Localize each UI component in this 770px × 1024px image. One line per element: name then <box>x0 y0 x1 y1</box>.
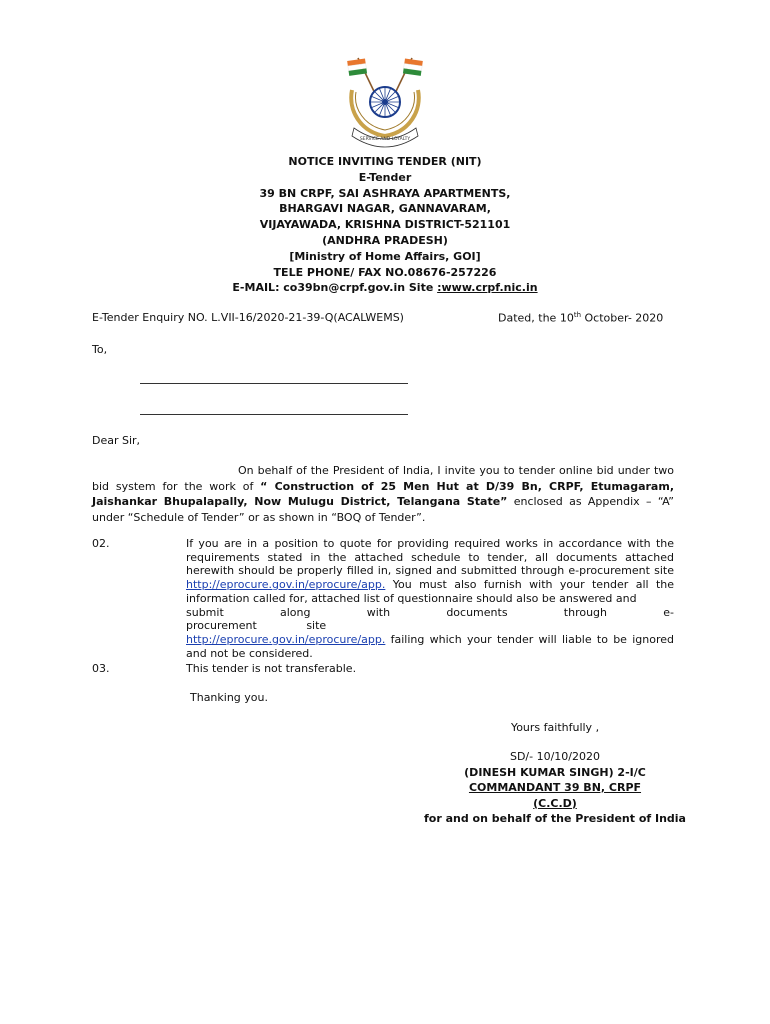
signatory-name: (DINESH KUMAR SINGH) 2-I/C <box>464 765 646 779</box>
tender-header <box>0 154 770 296</box>
eprocure-link[interactable]: http://eprocure.gov.in/eprocure/app. <box>186 632 386 646</box>
signatory-unit: (C.C.D) <box>533 796 577 810</box>
signature-block <box>420 749 690 827</box>
to-label: To, <box>92 343 108 356</box>
enquiry-number: E-Tender Enquiry NO. L.VII-16/2020-21-39-Q(ACALWEMS) <box>92 311 404 324</box>
signature-date: SD/- 10/10/2020 <box>509 750 601 763</box>
header-address-1: 39 BN CRPF, SAI ASHRAYA APARTMENTS, <box>259 186 511 200</box>
header-site-link[interactable]: :www.crpf.nic.in <box>437 281 538 295</box>
salutation: Dear Sir, <box>92 434 141 447</box>
address-blank-line <box>140 414 408 415</box>
header-ministry: [Ministry of Home Affairs, GOI] <box>289 249 481 263</box>
crpf-emblem-icon <box>338 50 432 150</box>
header-state: (ANDHRA PRADESH) <box>322 233 448 247</box>
instructions-paragraph: If you are in a position to quote for providing required works in accordance with the requirements stated in the attached schedule to tender, all documents attached herewith should be properly filled in, signed and submitted through e-procurement site http://eprocure.gov.in/eprocure/app. You must also furnish with your tender all the information called for, attached list of questionnaire should also be answered and submit along with documents through e-procurement site http://eprocure.gov.in/eprocure/app. failing which your tender will liable to be ignored and not be considered. <box>186 537 674 660</box>
eprocure-link[interactable]: http://eprocure.gov.in/eprocure/app. <box>186 578 386 592</box>
signatory-designation: COMMANDANT 39 BN, CRPF <box>468 781 642 794</box>
header-contact <box>0 280 770 296</box>
closing-line: Yours faithfully , <box>510 721 600 734</box>
header-phone: TELE PHONE/ FAX NO.08676-257226 <box>273 265 497 279</box>
paragraph-number: 02. <box>92 537 110 550</box>
address-blank-line <box>140 383 408 384</box>
header-address-3: VIJAYAWADA, KRISHNA DISTRICT-521101 <box>259 218 511 232</box>
header-subtitle: E-Tender <box>358 170 412 184</box>
emblem-motto: SERVICE AND LOYALTY <box>359 137 411 142</box>
header-email: E-MAIL: co39bn@crpf.gov.in Site <box>232 281 438 295</box>
paragraph-number: 03. <box>92 662 110 675</box>
notice-date: Dated, the 10th October- 2020 <box>498 311 664 325</box>
transfer-paragraph: This tender is not transferable. <box>186 662 357 675</box>
thanks-line: Thanking you. <box>190 691 268 704</box>
work-description: “ Construction of 25 Men Hut at D/39 Bn, CRPF, Etumagaram, Jaishankar Bhupalapally, Now Mulugu District, Telangana State” <box>92 479 674 508</box>
header-title: NOTICE INVITING TENDER (NIT) <box>288 155 482 168</box>
header-address-2: BHARGAVI NAGAR, GANNAVARAM, <box>279 202 491 216</box>
behalf-line: for and on behalf of the President of India <box>424 812 686 825</box>
invitation-paragraph: On behalf of the President of India, I invite you to tender online bid under two bid system for the work of “ Construction of 25 Men Hut at D/39 Bn, CRPF, Etumagaram, Jaishankar Bhupalapally, Now Mulugu District, Telangana State” enclosed as Appendix – “A” under “Schedule of Tender” or as shown in “BOQ of Tender”. <box>92 464 674 524</box>
